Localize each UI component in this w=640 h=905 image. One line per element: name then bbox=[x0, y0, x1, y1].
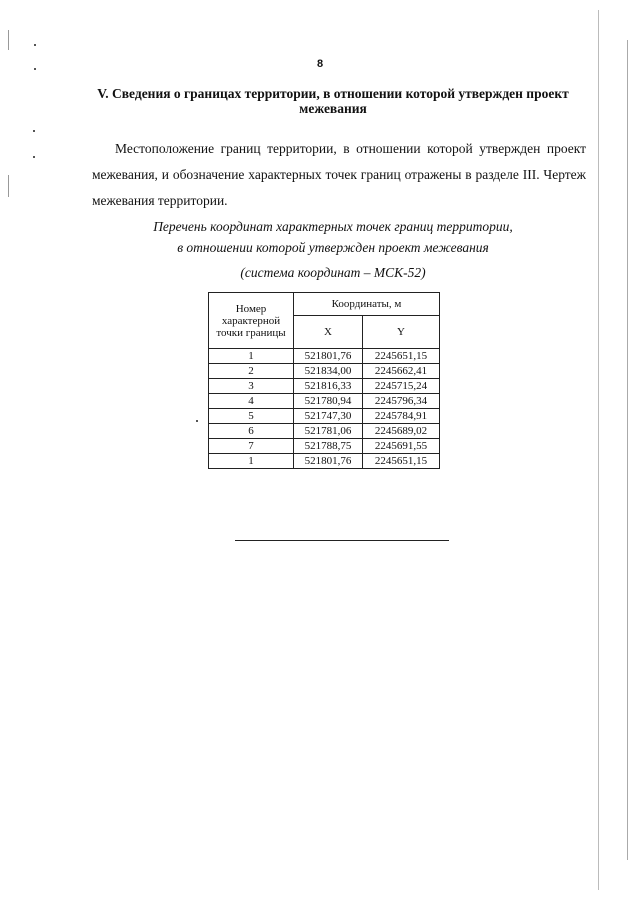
x-cell: 521780,94 bbox=[294, 394, 363, 409]
scan-speck bbox=[34, 44, 36, 46]
y-cell: 2245691,55 bbox=[363, 439, 440, 454]
header-point-number: Номер характерной точки границы bbox=[209, 293, 294, 349]
y-cell: 2245689,02 bbox=[363, 424, 440, 439]
y-cell: 2245662,41 bbox=[363, 364, 440, 379]
table-row bbox=[209, 349, 440, 364]
table-row bbox=[209, 439, 440, 454]
x-cell: 521747,30 bbox=[294, 409, 363, 424]
point-number-cell: 3 bbox=[209, 379, 294, 394]
end-divider bbox=[235, 540, 449, 541]
point-number-cell: 1 bbox=[209, 349, 294, 364]
scan-speck bbox=[196, 420, 198, 422]
header-x: X bbox=[294, 316, 363, 349]
y-cell: 2245651,15 bbox=[363, 454, 440, 469]
scan-edge-line bbox=[598, 10, 599, 890]
page-number: 8 bbox=[316, 58, 324, 70]
x-cell: 521801,76 bbox=[294, 349, 363, 364]
y-cell: 2245715,24 bbox=[363, 379, 440, 394]
scan-edge-line bbox=[8, 175, 9, 197]
x-cell: 521801,76 bbox=[294, 454, 363, 469]
y-cell: 2245651,15 bbox=[363, 349, 440, 364]
scan-edge-line bbox=[8, 30, 9, 50]
intro-paragraph: Местоположение границ территории, в отношении которой утвержден проект межевания, и обозначение характерных точек границ отражены в разделе III. Чертеж межевания территории. bbox=[92, 141, 586, 208]
y-cell: 2245796,34 bbox=[363, 394, 440, 409]
table-row bbox=[209, 424, 440, 439]
scan-speck bbox=[34, 68, 36, 70]
header-y: Y bbox=[363, 316, 440, 349]
point-number-cell: 7 bbox=[209, 439, 294, 454]
scan-speck bbox=[33, 130, 35, 132]
section-title: V. Сведения о границах территории, в отношении которой утвержден проект межевания bbox=[97, 86, 569, 116]
table-row bbox=[209, 409, 440, 424]
x-cell: 521788,75 bbox=[294, 439, 363, 454]
table-caption-line-2: в отношении которой утвержден проект межевания bbox=[177, 240, 489, 255]
x-cell: 521816,33 bbox=[294, 379, 363, 394]
coordinates-table bbox=[208, 292, 440, 469]
table-row bbox=[209, 454, 440, 469]
table-row bbox=[209, 379, 440, 394]
x-cell: 521781,06 bbox=[294, 424, 363, 439]
point-number-cell: 2 bbox=[209, 364, 294, 379]
table-row bbox=[209, 394, 440, 409]
header-coordinates: Координаты, м bbox=[294, 293, 440, 316]
table-caption-line-1: Перечень координат характерных точек границ территории, bbox=[153, 219, 513, 234]
point-number-cell: 4 bbox=[209, 394, 294, 409]
scan-edge-line bbox=[627, 40, 628, 860]
point-number-cell: 5 bbox=[209, 409, 294, 424]
point-number-cell: 6 bbox=[209, 424, 294, 439]
x-cell: 521834,00 bbox=[294, 364, 363, 379]
y-cell: 2245784,91 bbox=[363, 409, 440, 424]
table-caption-line-3: (система координат – МСК-52) bbox=[240, 265, 426, 280]
point-number-cell: 1 bbox=[209, 454, 294, 469]
scan-speck bbox=[33, 156, 35, 158]
table-row bbox=[209, 364, 440, 379]
